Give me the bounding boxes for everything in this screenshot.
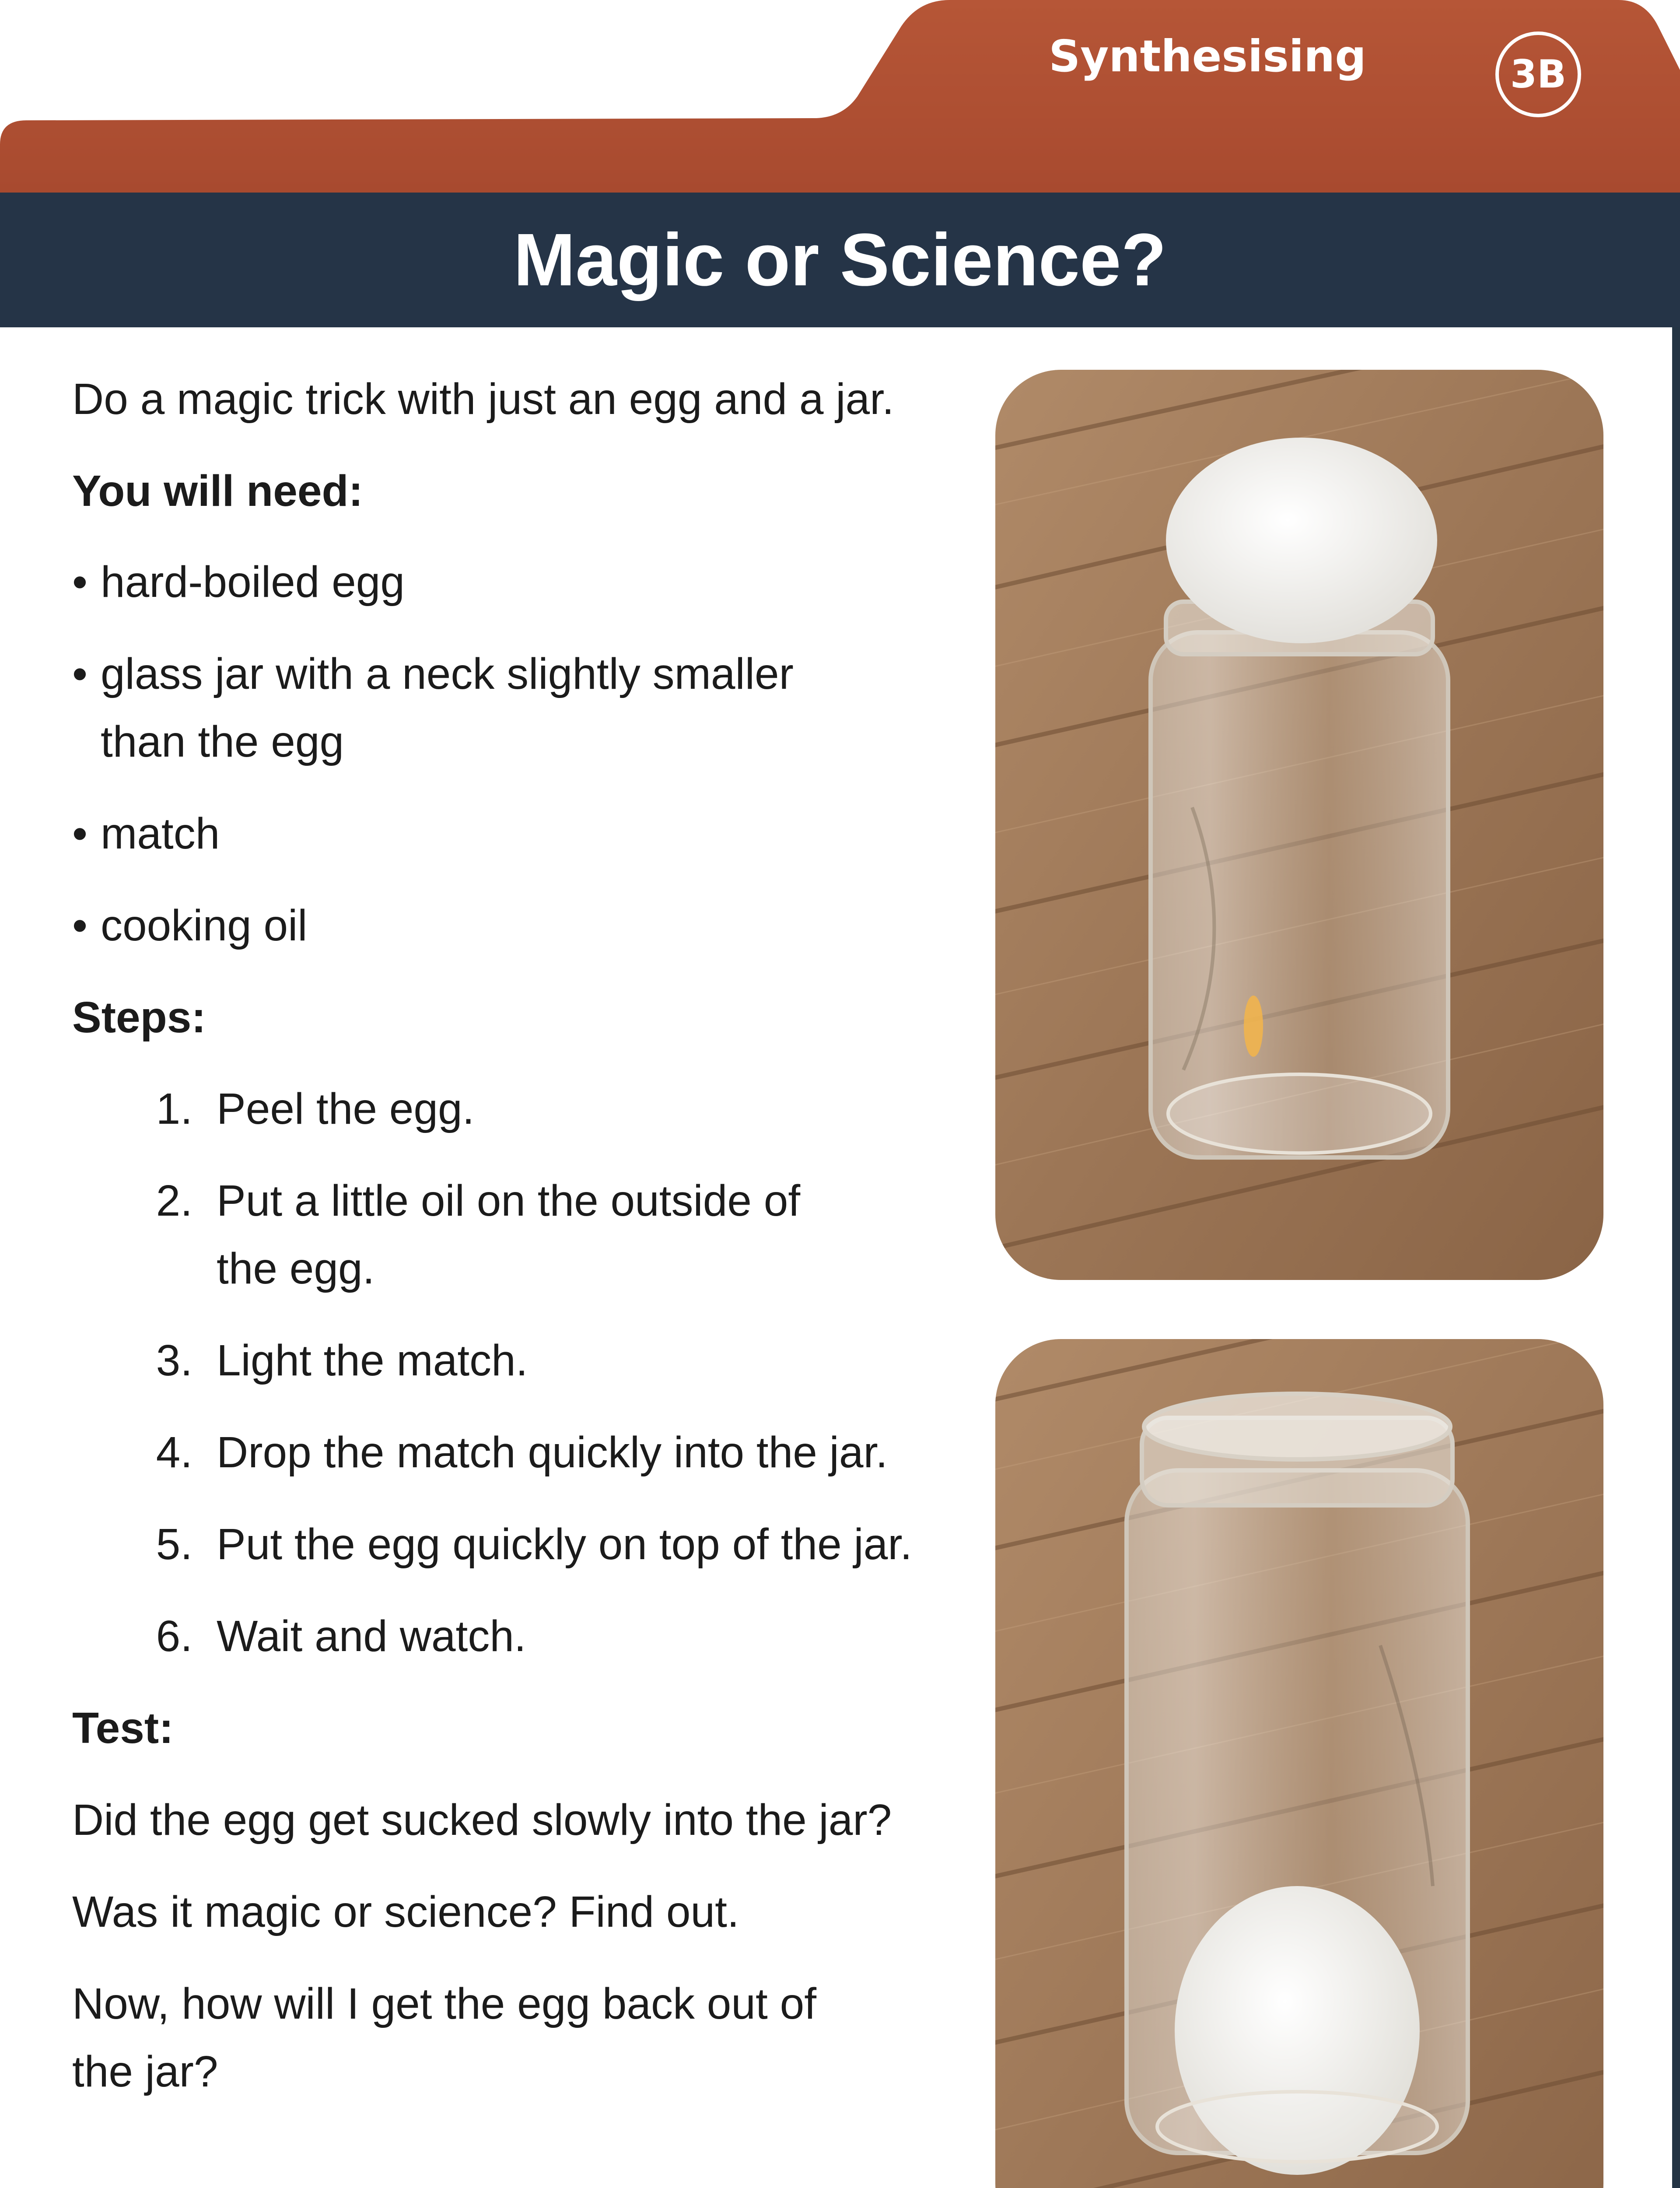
step-text: Drop the match quickly into the jar. — [217, 1428, 888, 1477]
steps-heading: Steps: — [72, 993, 206, 1042]
photo-egg-in-jar-illustration — [995, 1339, 1603, 2188]
photo-egg-on-jar-illustration — [995, 370, 1603, 1280]
bullet-marker: • — [72, 901, 88, 950]
step-text-cont: the egg. — [217, 1244, 375, 1293]
step-text: Put a little oil on the outside of — [217, 1176, 801, 1225]
test-question-3-cont: the jar? — [72, 2047, 218, 2096]
step-text: Put the egg quickly on top of the jar. — [217, 1520, 912, 1569]
step-number: 4. — [156, 1428, 192, 1477]
material-text: glass jar with a neck slightly smaller — [101, 649, 794, 698]
step-number: 1. — [156, 1084, 192, 1133]
material-text-cont: than the egg — [101, 717, 344, 766]
test-question-2: Was it magic or science? Find out. — [72, 1887, 739, 1936]
material-text: cooking oil — [101, 901, 308, 950]
test-heading: Test: — [72, 1704, 174, 1753]
material-text: hard-boiled egg — [101, 558, 405, 607]
step-number: 2. — [156, 1176, 192, 1225]
section-label: Synthesising — [1049, 31, 1366, 82]
step-number: 6. — [156, 1612, 192, 1661]
photo-egg-in-jar — [995, 1339, 1603, 2188]
bullet-marker: • — [72, 558, 88, 607]
section-badge: 3B — [1495, 32, 1581, 117]
header-tab-shape — [0, 0, 1680, 197]
step-number: 3. — [156, 1336, 192, 1385]
title-bar — [0, 193, 1680, 327]
bullet-marker: • — [72, 649, 88, 698]
photo-egg-on-jar — [995, 370, 1603, 1280]
test-question-3: Now, how will I get the egg back out of — [72, 1979, 816, 2028]
materials-heading: You will need: — [72, 466, 363, 515]
intro-text: Do a magic trick with just an egg and a jar. — [72, 375, 894, 424]
material-text: match — [101, 809, 220, 858]
step-text: Light the match. — [217, 1336, 528, 1385]
right-border — [1672, 327, 1680, 2188]
step-text: Wait and watch. — [217, 1612, 526, 1661]
step-number: 5. — [156, 1520, 192, 1569]
test-question-1: Did the egg get sucked slowly into the jar? — [72, 1795, 892, 1844]
step-text: Peel the egg. — [217, 1084, 475, 1133]
page-title: Magic or Science? — [513, 218, 1167, 302]
bullet-marker: • — [72, 809, 88, 858]
